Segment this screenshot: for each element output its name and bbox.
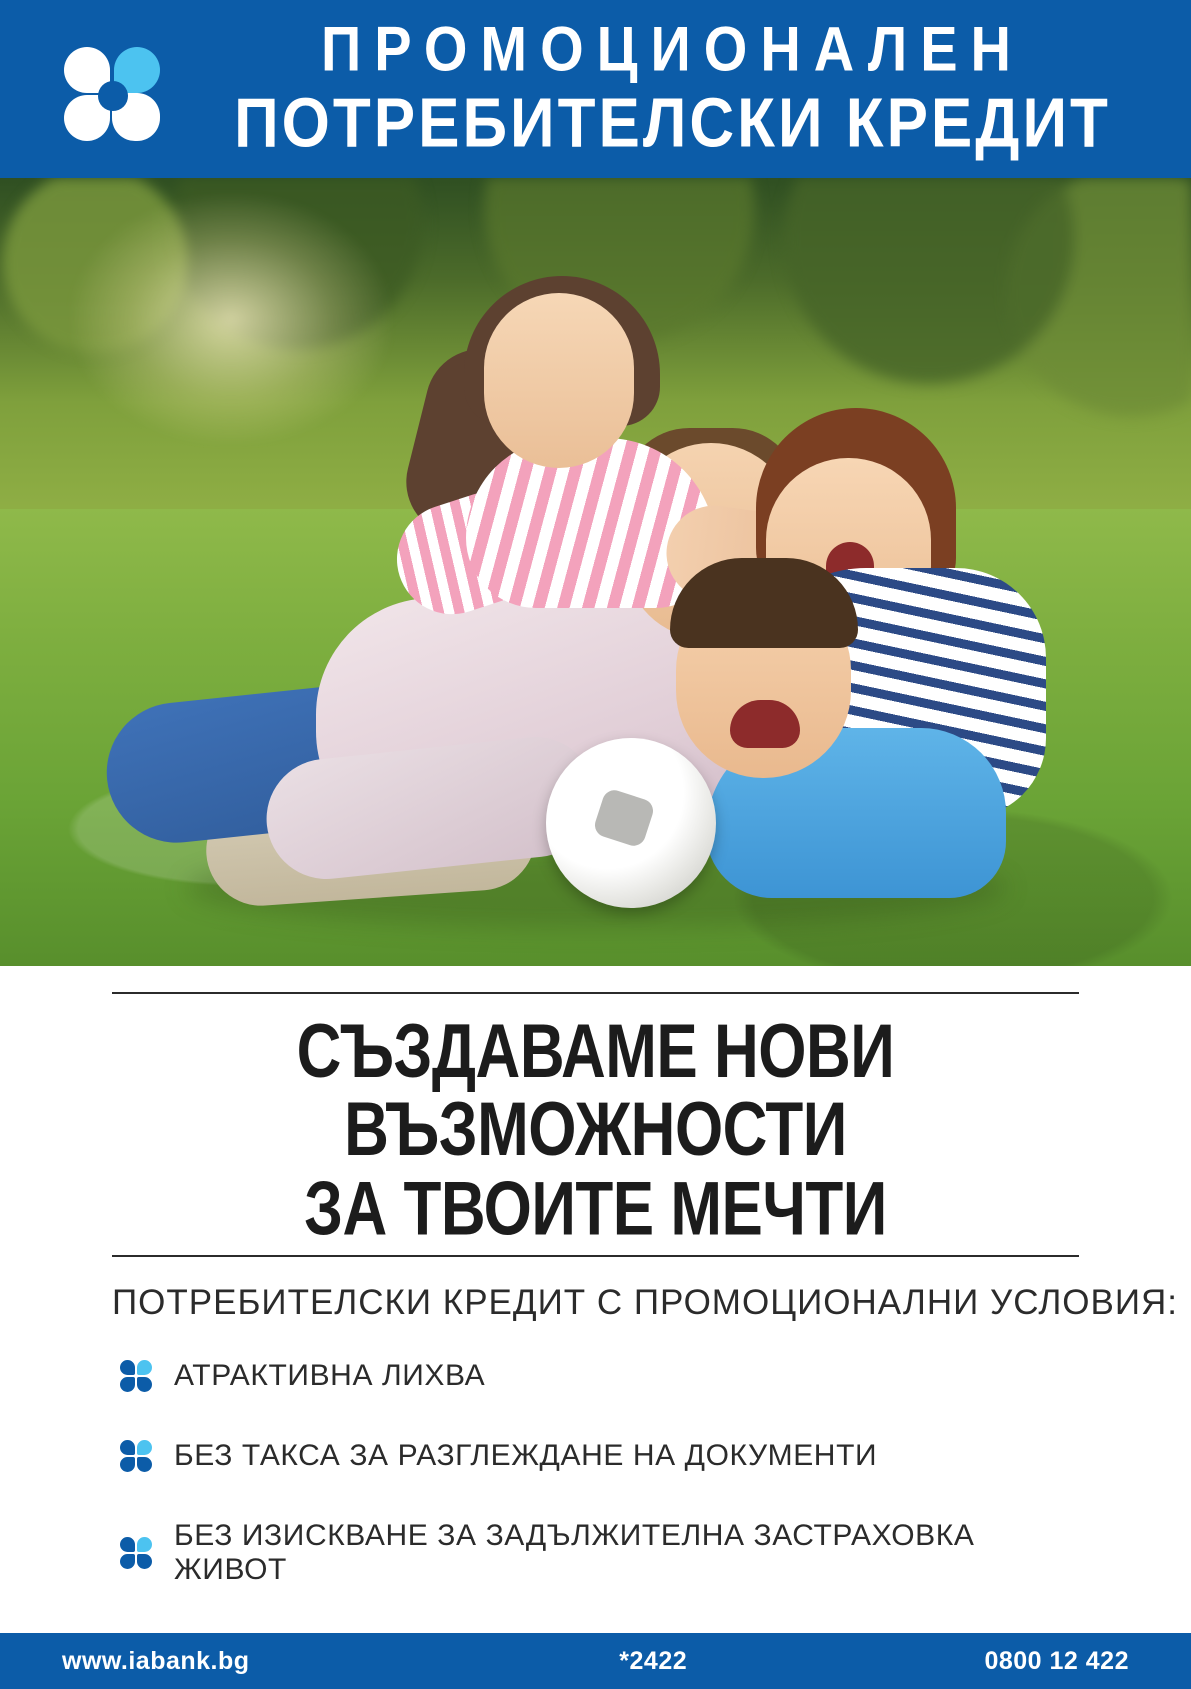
list-item — [120, 1519, 1079, 1587]
logo-bullet-icon — [120, 1537, 154, 1569]
poster-footer — [0, 1633, 1191, 1689]
headline-block — [112, 994, 1079, 1255]
benefits-list — [112, 1359, 1079, 1587]
footer-short-number[interactable]: *2422 — [619, 1646, 688, 1675]
header-title-line1: ПРОМОЦИОНАЛЕН — [321, 13, 1024, 85]
poster-body — [0, 966, 1191, 1633]
header-title-line2: ПОТРЕБИТЕЛСКИ КРЕДИТ — [234, 85, 1111, 163]
list-item — [120, 1359, 1079, 1393]
benefit-label: АТРАКТИВНА ЛИХВА — [174, 1359, 486, 1393]
list-item — [120, 1439, 1079, 1473]
photo-family-group — [66, 238, 1126, 938]
logo-bullet-icon — [120, 1440, 154, 1472]
footer-website[interactable]: www.iabank.bg — [62, 1646, 250, 1675]
header-titles — [194, 13, 1191, 163]
ia-bank-logo-icon — [60, 41, 168, 141]
footer-phone[interactable]: 0800 12 422 — [984, 1646, 1129, 1675]
headline-line1: СЪЗДАВАМЕ НОВИ ВЪЗМОЖНОСТИ — [296, 1009, 895, 1173]
subheadline: ПОТРЕБИТЕЛСКИ КРЕДИТ С ПРОМОЦИОНАЛНИ УСЛОВИЯ: — [112, 1283, 1179, 1323]
family-photo — [0, 178, 1191, 966]
benefit-label: БЕЗ ТАКСА ЗА РАЗГЛЕЖДАНЕ НА ДОКУМЕНТИ — [174, 1439, 878, 1473]
logo-bullet-icon — [120, 1360, 154, 1392]
headline-line2: ЗА ТВОИТЕ МЕЧТИ — [304, 1167, 887, 1252]
poster-header — [0, 0, 1191, 178]
headline — [112, 994, 1079, 1264]
benefit-label: БЕЗ ИЗИСКВАНЕ ЗА ЗАДЪЛЖИТЕЛНА ЗАСТРАХОВКА ЖИВОТ — [174, 1519, 975, 1587]
